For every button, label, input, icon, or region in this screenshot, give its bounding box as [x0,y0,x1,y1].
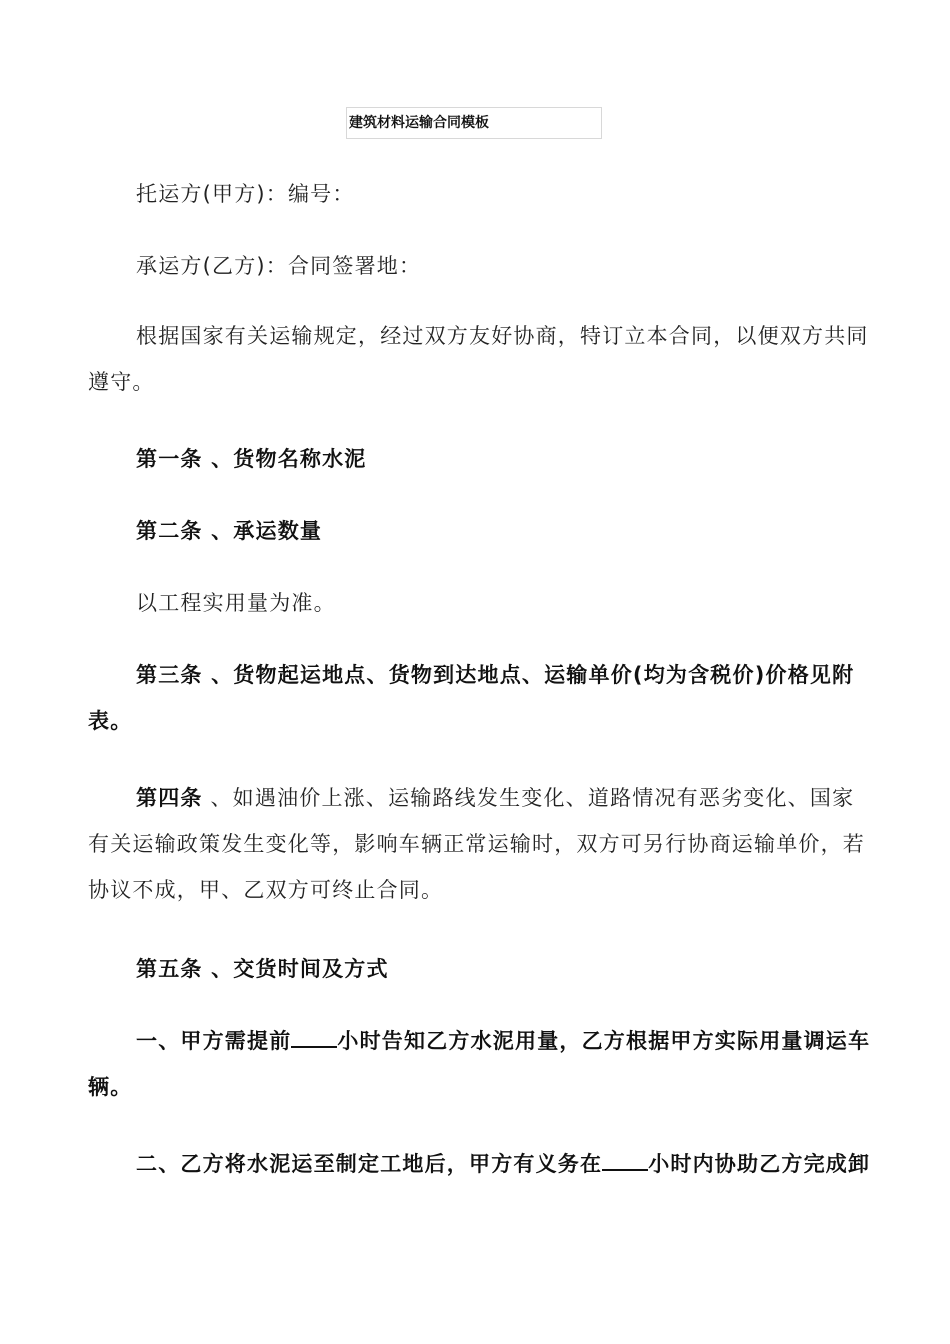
party-b-line: 承运方(乙方)：合同签署地： [136,254,422,278]
article-5-item-2 [88,1141,872,1187]
article-2-body: 以工程实用量为准。 [136,591,336,615]
item-2-blank [602,1151,648,1171]
article-2-heading: 第二条 、承运数量 [136,519,323,543]
item-2-text-after: 小时内协助乙方完成卸 [648,1152,871,1176]
item-1-text-after: 小时告知乙方水泥用量，乙方根据甲方实际用量调运车辆。 [88,1029,871,1099]
preamble-paragraph: 根据国家有关运输规定，经过双方友好协商，特订立本合同，以便双方共同遵守。 [88,324,869,394]
article-4 [88,775,872,913]
article-3: 第三条 、货物起运地点、货物到达地点、运输单价(均为含税价)价格见附表。 [88,663,855,733]
item-1-blank [291,1028,337,1048]
article-1: 第一条 、货物名称水泥 [136,447,367,471]
article-4-heading: 第四条 [136,786,203,810]
item-2-text-before: 二、乙方将水泥运至制定工地后，甲方有义务在 [136,1152,603,1176]
article-5-heading: 第五条 、交货时间及方式 [136,957,389,981]
party-a-line: 托运方(甲方)：编号： [136,182,355,206]
article-4-body: 、如遇油价上涨、运输路线发生变化、道路情况有恶劣变化、国家有关运输政策发生变化等，影响车辆正常运输时，双方可另行协商运输单价，若协议不成，甲、乙双方可终止合同。 [88,786,865,902]
article-5-item-1 [88,1018,872,1110]
document-title: 建筑材料运输合同模板 [346,107,602,139]
item-1-text-before: 一、甲方需提前 [136,1029,292,1053]
